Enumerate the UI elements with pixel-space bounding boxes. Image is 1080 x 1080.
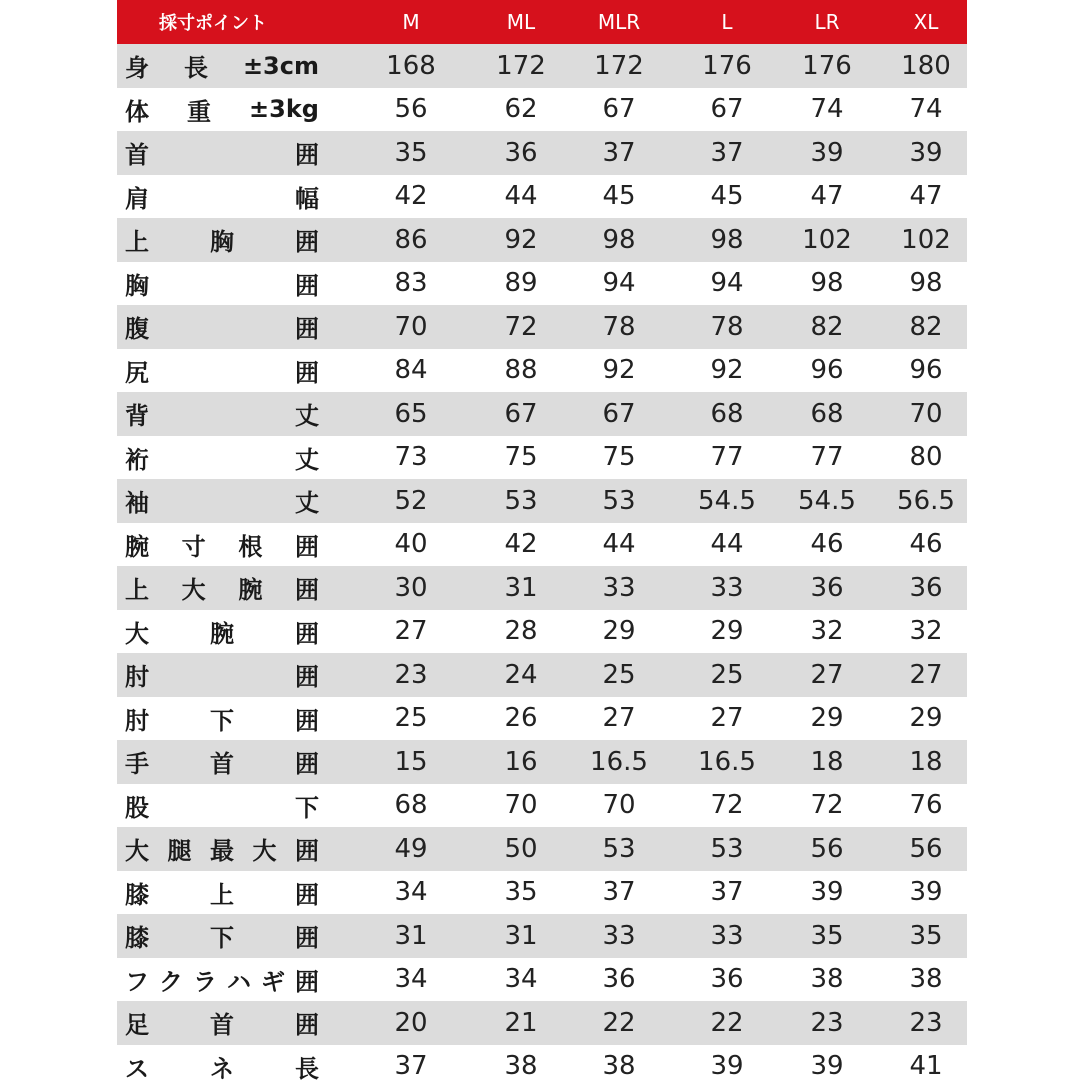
table-cell: 25: [394, 703, 428, 734]
row-label-part: 肘: [125, 663, 149, 692]
table-cell: 176: [802, 50, 852, 81]
table-row: [117, 1001, 967, 1045]
row-label-part: 囲: [295, 228, 319, 257]
table-cell: 24: [504, 659, 538, 690]
table-cell: 45: [710, 181, 744, 212]
table-cell: 37: [710, 137, 744, 168]
row-label-part: 寸: [181, 532, 206, 561]
table-cell: 67: [710, 94, 744, 125]
table-row: [117, 784, 967, 828]
row-label-part: ネ: [210, 1054, 234, 1080]
size-header-m: M: [402, 10, 420, 34]
row-label-part: 背: [125, 402, 149, 431]
table-cell: 44: [710, 529, 744, 560]
row-label: [125, 523, 319, 567]
table-cell: 26: [504, 703, 538, 734]
row-label-part: 囲: [295, 924, 319, 953]
table-cell: 37: [394, 1051, 428, 1080]
table-cell: 38: [504, 1051, 538, 1080]
table-cell: 23: [810, 1007, 844, 1038]
table-cell: 42: [504, 529, 538, 560]
row-label-part: 膝: [125, 924, 149, 953]
table-cell: 98: [602, 224, 636, 255]
row-label-part: 腹: [125, 315, 149, 344]
row-label: [125, 740, 319, 784]
table-cell: 20: [394, 1007, 428, 1038]
row-label-part: 股: [125, 793, 149, 822]
table-cell: 73: [394, 442, 428, 473]
size-header-l: L: [721, 10, 733, 34]
row-label: [125, 175, 319, 219]
row-label: [125, 653, 319, 697]
table-cell: 77: [810, 442, 844, 473]
table-cell: 70: [602, 790, 636, 821]
table-cell: 76: [909, 790, 943, 821]
table-cell: 47: [909, 181, 943, 212]
table-cell: 36: [602, 964, 636, 995]
table-row: [117, 218, 967, 262]
table-cell: 38: [602, 1051, 636, 1080]
table-row: [117, 1045, 967, 1080]
table-cell: 92: [504, 224, 538, 255]
row-label-part: 囲: [295, 315, 319, 344]
table-row: [117, 740, 967, 784]
table-cell: 75: [504, 442, 538, 473]
row-label-part: 袖: [125, 489, 149, 518]
table-cell: 44: [602, 529, 636, 560]
row-label-part: 大: [181, 576, 206, 605]
row-label-part: ラ: [193, 967, 217, 996]
table-cell: 18: [909, 746, 943, 777]
table-cell: 29: [909, 703, 943, 734]
row-label-part: 囲: [295, 880, 319, 909]
table-row: [117, 523, 967, 567]
row-label-part: 根: [238, 532, 263, 561]
table-cell: 25: [710, 659, 744, 690]
table-cell: 52: [394, 485, 428, 516]
table-cell: 168: [386, 50, 436, 81]
row-label-part: 囲: [295, 271, 319, 300]
table-cell: 84: [394, 355, 428, 386]
row-label: [125, 392, 319, 436]
table-cell: 92: [602, 355, 636, 386]
table-cell: 72: [810, 790, 844, 821]
table-cell: 28: [504, 616, 538, 647]
row-label-part: フ: [125, 967, 149, 996]
row-label-part: 囲: [295, 837, 319, 866]
row-label-part: 腕: [238, 576, 263, 605]
table-cell: 29: [602, 616, 636, 647]
table-cell: 40: [394, 529, 428, 560]
table-cell: 53: [602, 833, 636, 864]
table-cell: 67: [504, 398, 538, 429]
row-label-part: 裄: [125, 445, 149, 474]
row-label-part: 囲: [294, 576, 319, 605]
table-cell: 172: [594, 50, 644, 81]
table-cell: 15: [394, 746, 428, 777]
row-label-part: ±3kg: [249, 95, 319, 124]
table-cell: 33: [602, 920, 636, 951]
row-label-part: 囲: [295, 1011, 319, 1040]
table-cell: 70: [394, 311, 428, 342]
table-cell: 18: [810, 746, 844, 777]
table-cell: 54.5: [798, 485, 856, 516]
table-cell: 23: [909, 1007, 943, 1038]
row-label: [125, 697, 319, 741]
table-cell: 34: [394, 964, 428, 995]
table-row: [117, 305, 967, 349]
table-cell: 94: [602, 268, 636, 299]
table-cell: 74: [810, 94, 844, 125]
table-cell: 16: [504, 746, 538, 777]
table-cell: 38: [909, 964, 943, 995]
table-cell: 30: [394, 572, 428, 603]
row-label-part: 囲: [294, 532, 319, 561]
row-label-part: 上: [125, 576, 149, 605]
row-label-part: 長: [183, 54, 208, 83]
table-cell: 36: [504, 137, 538, 168]
table-row: [117, 610, 967, 654]
table-row: [117, 175, 967, 219]
table-cell: 27: [710, 703, 744, 734]
table-cell: 56: [810, 833, 844, 864]
table-cell: 98: [710, 224, 744, 255]
row-label-part: ク: [159, 967, 183, 996]
table-row: [117, 349, 967, 393]
row-label-part: 腕: [125, 532, 149, 561]
table-cell: 34: [394, 877, 428, 908]
table-cell: 33: [602, 572, 636, 603]
table-cell: 45: [602, 181, 636, 212]
table-cell: 39: [810, 1051, 844, 1080]
table-cell: 80: [909, 442, 943, 473]
row-label-part: 上: [210, 880, 234, 909]
row-label-part: 囲: [295, 663, 319, 692]
table-row: [117, 262, 967, 306]
table-cell: 36: [810, 572, 844, 603]
table-cell: 86: [394, 224, 428, 255]
table-cell: 39: [810, 877, 844, 908]
table-cell: 176: [702, 50, 752, 81]
table-row: [117, 479, 967, 523]
row-label-part: 大: [125, 619, 149, 648]
table-cell: 75: [602, 442, 636, 473]
table-row: [117, 653, 967, 697]
table-cell: 29: [710, 616, 744, 647]
table-cell: 49: [394, 833, 428, 864]
table-cell: 34: [504, 964, 538, 995]
table-cell: 68: [394, 790, 428, 821]
table-cell: 39: [909, 137, 943, 168]
table-row: [117, 697, 967, 741]
table-cell: 70: [504, 790, 538, 821]
table-cell: 77: [710, 442, 744, 473]
row-label-part: 胸: [125, 271, 149, 300]
row-label-part: 首: [210, 750, 234, 779]
row-label-part: 最: [210, 837, 234, 866]
row-label: [125, 871, 319, 915]
table-cell: 33: [710, 572, 744, 603]
table-cell: 172: [496, 50, 546, 81]
table-cell: 39: [710, 1051, 744, 1080]
row-label-part: 丈: [295, 489, 319, 518]
table-cell: 44: [504, 181, 538, 212]
size-chart-table: [117, 0, 967, 1080]
row-label: [125, 1045, 319, 1080]
table-cell: 94: [710, 268, 744, 299]
table-cell: 96: [810, 355, 844, 386]
size-header-xl: XL: [913, 10, 939, 34]
table-row: [117, 44, 967, 88]
table-cell: 78: [710, 311, 744, 342]
row-label-part: 丈: [295, 445, 319, 474]
table-cell: 50: [504, 833, 538, 864]
table-cell: 82: [810, 311, 844, 342]
row-label-part: 腿: [167, 837, 192, 866]
table-cell: 72: [710, 790, 744, 821]
row-label-part: 囲: [295, 706, 319, 735]
row-label-part: 下: [210, 924, 234, 953]
row-label-part: 身: [125, 54, 149, 83]
table-cell: 27: [810, 659, 844, 690]
table-cell: 31: [504, 572, 538, 603]
table-cell: 29: [810, 703, 844, 734]
row-label-part: ハ: [227, 967, 251, 996]
row-label-part: 肘: [125, 706, 149, 735]
table-cell: 89: [504, 268, 538, 299]
row-label: [125, 131, 319, 175]
row-label-part: 丈: [295, 402, 319, 431]
row-label: [125, 218, 319, 262]
table-cell: 74: [909, 94, 943, 125]
table-cell: 102: [901, 224, 951, 255]
table-cell: 56: [394, 94, 428, 125]
table-cell: 56.5: [897, 485, 955, 516]
table-cell: 98: [909, 268, 943, 299]
table-cell: 70: [909, 398, 943, 429]
table-cell: 22: [710, 1007, 744, 1038]
table-cell: 42: [394, 181, 428, 212]
row-label: [125, 784, 319, 828]
table-cell: 102: [802, 224, 852, 255]
row-label-part: 膝: [125, 880, 149, 909]
row-label-part: 幅: [295, 184, 319, 213]
row-label-part: ス: [125, 1054, 149, 1080]
table-cell: 27: [602, 703, 636, 734]
row-label-part: 足: [125, 1011, 149, 1040]
row-label-part: 手: [125, 750, 149, 779]
table-cell: 35: [504, 877, 538, 908]
table-cell: 31: [394, 920, 428, 951]
row-label-part: 大: [125, 837, 149, 866]
row-label: [125, 827, 319, 871]
table-cell: 83: [394, 268, 428, 299]
table-cell: 16.5: [590, 746, 648, 777]
table-cell: 32: [909, 616, 943, 647]
row-label-part: 首: [210, 1011, 234, 1040]
row-label-part: 囲: [295, 750, 319, 779]
table-cell: 180: [901, 50, 951, 81]
table-cell: 53: [504, 485, 538, 516]
row-label-part: 大: [252, 837, 277, 866]
table-row: [117, 958, 967, 1002]
table-row: [117, 871, 967, 915]
table-cell: 16.5: [698, 746, 756, 777]
table-cell: 27: [394, 616, 428, 647]
table-header-row: [117, 0, 967, 44]
table-cell: 37: [602, 137, 636, 168]
table-cell: 88: [504, 355, 538, 386]
row-label-part: 下: [295, 793, 319, 822]
table-cell: 39: [810, 137, 844, 168]
row-label-part: 囲: [295, 141, 319, 170]
table-cell: 21: [504, 1007, 538, 1038]
row-label-part: 腕: [210, 619, 234, 648]
table-row: [117, 436, 967, 480]
row-label-part: 胸: [210, 228, 234, 257]
table-cell: 67: [602, 398, 636, 429]
row-label: [125, 436, 319, 480]
row-label-part: ±3cm: [242, 51, 319, 80]
row-label: [125, 479, 319, 523]
table-cell: 47: [810, 181, 844, 212]
table-cell: 37: [602, 877, 636, 908]
table-cell: 82: [909, 311, 943, 342]
table-cell: 33: [710, 920, 744, 951]
table-cell: 35: [909, 920, 943, 951]
table-cell: 39: [909, 877, 943, 908]
row-label: [125, 88, 319, 132]
row-label: [125, 44, 319, 88]
row-label-part: 首: [125, 141, 149, 170]
table-cell: 37: [710, 877, 744, 908]
table-cell: 35: [810, 920, 844, 951]
table-cell: 35: [394, 137, 428, 168]
table-cell: 31: [504, 920, 538, 951]
row-label-part: ギ: [261, 967, 285, 996]
row-label-part: 体: [125, 97, 149, 126]
row-label: [125, 914, 319, 958]
table-row: [117, 131, 967, 175]
table-row: [117, 566, 967, 610]
row-label: [125, 958, 319, 1002]
table-cell: 92: [710, 355, 744, 386]
header-label: 採寸ポイント: [159, 13, 267, 34]
row-label: [125, 610, 319, 654]
table-row: [117, 914, 967, 958]
size-header-lr: LR: [814, 10, 840, 34]
size-header-ml: ML: [506, 10, 536, 34]
table-cell: 98: [810, 268, 844, 299]
table-cell: 68: [810, 398, 844, 429]
table-cell: 67: [602, 94, 636, 125]
table-cell: 53: [602, 485, 636, 516]
table-cell: 54.5: [698, 485, 756, 516]
row-label-part: 囲: [295, 967, 319, 996]
table-cell: 36: [710, 964, 744, 995]
table-cell: 65: [394, 398, 428, 429]
table-cell: 68: [710, 398, 744, 429]
row-label-part: 尻: [125, 358, 149, 387]
table-cell: 62: [504, 94, 538, 125]
table-row: [117, 392, 967, 436]
row-label: [125, 305, 319, 349]
row-label-part: 囲: [295, 358, 319, 387]
row-label: [125, 262, 319, 306]
row-label-part: 上: [125, 228, 149, 257]
table-cell: 56: [909, 833, 943, 864]
row-label-part: 囲: [295, 619, 319, 648]
size-header-mlr: MLR: [597, 10, 641, 34]
row-label: [125, 566, 319, 610]
row-label-part: 肩: [125, 184, 149, 213]
table-cell: 38: [810, 964, 844, 995]
table-cell: 25: [602, 659, 636, 690]
row-label-part: 長: [295, 1054, 319, 1080]
table-cell: 23: [394, 659, 428, 690]
row-label-part: 下: [210, 706, 234, 735]
row-label: [125, 1001, 319, 1045]
table-cell: 22: [602, 1007, 636, 1038]
table-cell: 27: [909, 659, 943, 690]
table-cell: 41: [909, 1051, 943, 1080]
table-cell: 46: [909, 529, 943, 560]
table-row: [117, 88, 967, 132]
table-row: [117, 827, 967, 871]
row-label: [125, 349, 319, 393]
table-cell: 96: [909, 355, 943, 386]
table-cell: 53: [710, 833, 744, 864]
table-cell: 78: [602, 311, 636, 342]
table-cell: 36: [909, 572, 943, 603]
table-cell: 46: [810, 529, 844, 560]
table-cell: 72: [504, 311, 538, 342]
table-cell: 32: [810, 616, 844, 647]
row-label-part: 重: [187, 97, 212, 126]
